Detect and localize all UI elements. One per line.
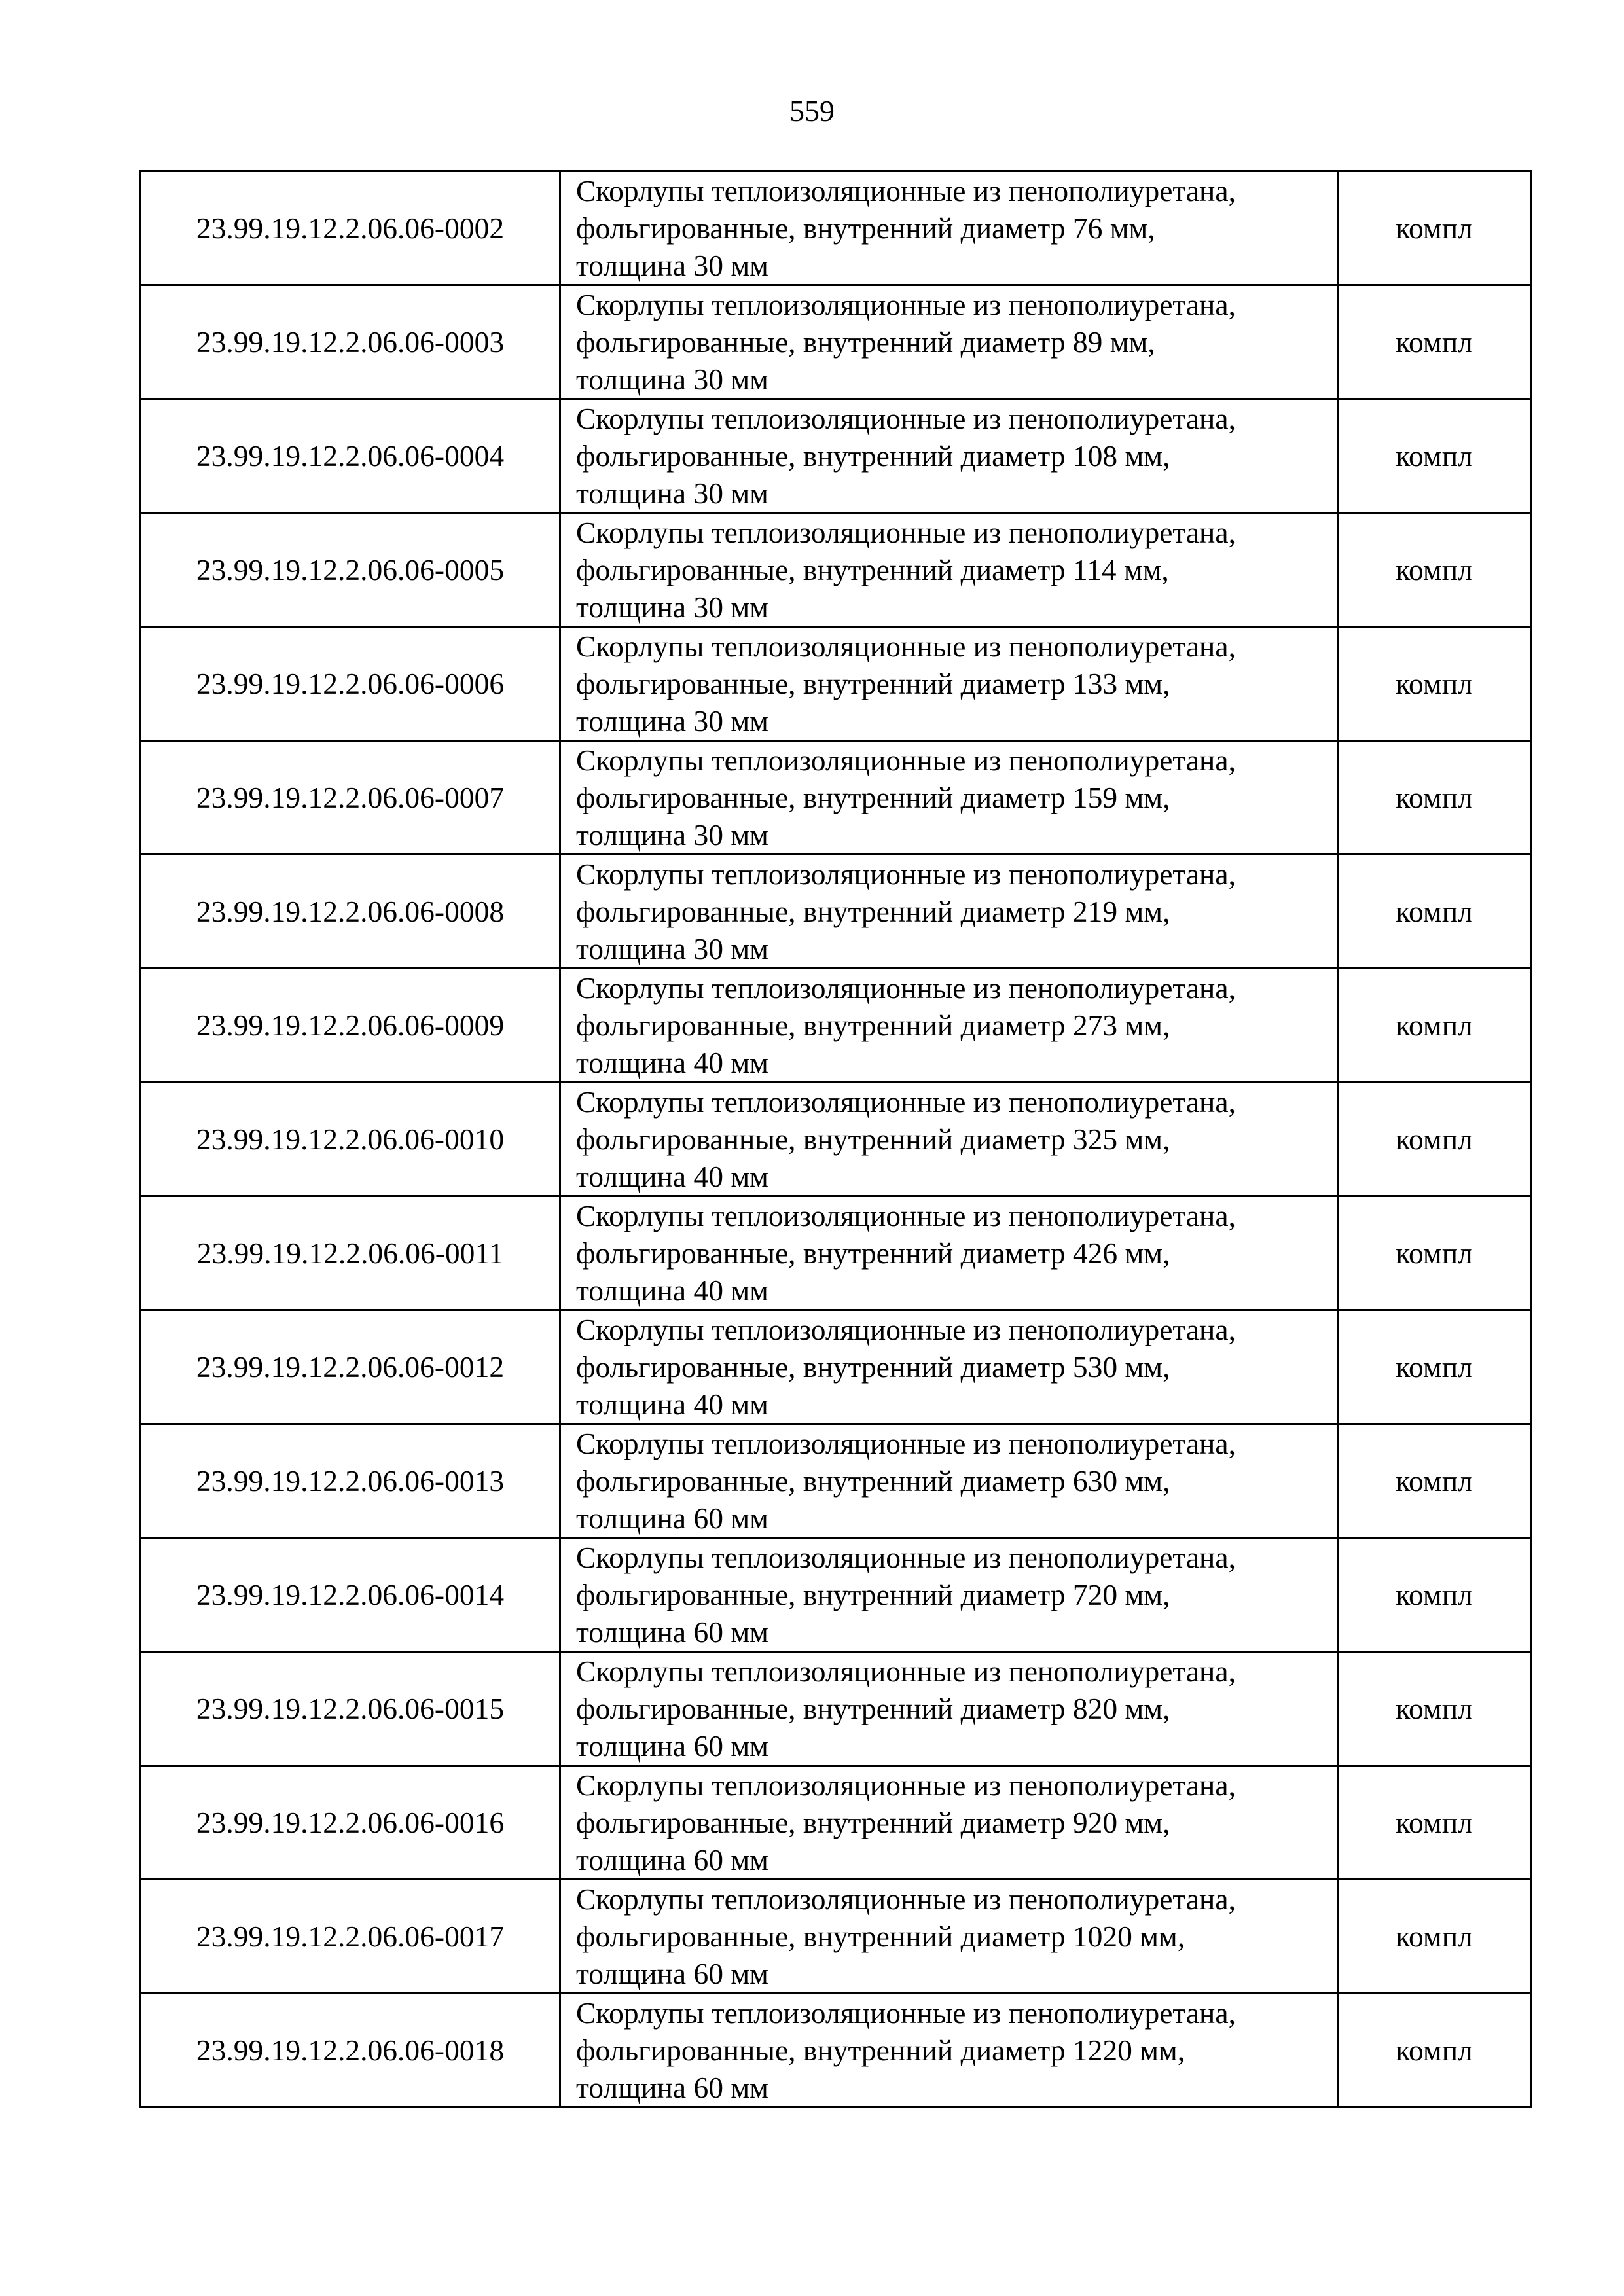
description-line: фольгированные, внутренний диаметр 1220 мм, bbox=[576, 2034, 1185, 2067]
description-line: фольгированные, внутренний диаметр 1020 мм, bbox=[576, 1920, 1185, 1953]
code-cell: 23.99.19.12.2.06.06-0018 bbox=[141, 1994, 560, 2108]
description-line: фольгированные, внутренний диаметр 273 мм, bbox=[576, 1009, 1170, 1042]
description-cell bbox=[560, 513, 1338, 627]
description-line: Скорлупы теплоизоляционные из пенополиуретана, bbox=[576, 1199, 1236, 1232]
unit-cell: компл bbox=[1338, 1310, 1531, 1424]
table-row bbox=[141, 969, 1531, 1083]
unit-cell: компл bbox=[1338, 627, 1531, 741]
description-line: Скорлупы теплоизоляционные из пенополиуретана, bbox=[576, 1655, 1236, 1688]
table-row bbox=[141, 1424, 1531, 1538]
code-cell: 23.99.19.12.2.06.06-0013 bbox=[141, 1424, 560, 1538]
unit-cell: компл bbox=[1338, 399, 1531, 513]
table-row bbox=[141, 513, 1531, 627]
description-line: фольгированные, внутренний диаметр 630 мм, bbox=[576, 1464, 1170, 1498]
description-line: фольгированные, внутренний диаметр 720 мм, bbox=[576, 1578, 1170, 1611]
description-line: Скорлупы теплоизоляционные из пенополиуретана, bbox=[576, 744, 1236, 777]
description-cell bbox=[560, 285, 1338, 399]
description-line: Скорлупы теплоизоляционные из пенополиуретана, bbox=[576, 971, 1236, 1005]
description-cell bbox=[560, 1880, 1338, 1994]
description-line: толщина 30 мм bbox=[576, 363, 768, 396]
materials-table-body bbox=[141, 171, 1531, 2108]
code-cell: 23.99.19.12.2.06.06-0006 bbox=[141, 627, 560, 741]
description-line: толщина 30 мм bbox=[576, 818, 768, 852]
description-cell bbox=[560, 627, 1338, 741]
unit-cell: компл bbox=[1338, 969, 1531, 1083]
description-cell bbox=[560, 1310, 1338, 1424]
description-line: фольгированные, внутренний диаметр 159 мм, bbox=[576, 781, 1170, 814]
description-cell bbox=[560, 855, 1338, 969]
code-cell: 23.99.19.12.2.06.06-0017 bbox=[141, 1880, 560, 1994]
description-line: толщина 60 мм bbox=[576, 1957, 768, 1990]
table-row bbox=[141, 1766, 1531, 1880]
description-cell bbox=[560, 1766, 1338, 1880]
description-line: толщина 60 мм bbox=[576, 1501, 768, 1535]
code-cell: 23.99.19.12.2.06.06-0016 bbox=[141, 1766, 560, 1880]
description-line: фольгированные, внутренний диаметр 426 мм, bbox=[576, 1236, 1170, 1270]
table-row bbox=[141, 855, 1531, 969]
description-cell bbox=[560, 399, 1338, 513]
description-line: толщина 30 мм bbox=[576, 704, 768, 738]
code-cell: 23.99.19.12.2.06.06-0002 bbox=[141, 171, 560, 285]
unit-cell: компл bbox=[1338, 513, 1531, 627]
description-line: толщина 60 мм bbox=[576, 1615, 768, 1649]
description-line: Скорлупы теплоизоляционные из пенополиуретана, bbox=[576, 1882, 1236, 1916]
code-cell: 23.99.19.12.2.06.06-0008 bbox=[141, 855, 560, 969]
table-row bbox=[141, 171, 1531, 285]
description-line: фольгированные, внутренний диаметр 114 мм, bbox=[576, 553, 1169, 586]
table-row bbox=[141, 285, 1531, 399]
description-line: фольгированные, внутренний диаметр 108 мм, bbox=[576, 439, 1170, 473]
table-row bbox=[141, 627, 1531, 741]
table-row bbox=[141, 1538, 1531, 1652]
description-cell bbox=[560, 741, 1338, 855]
description-line: фольгированные, внутренний диаметр 219 мм, bbox=[576, 895, 1170, 928]
code-cell: 23.99.19.12.2.06.06-0012 bbox=[141, 1310, 560, 1424]
page-number: 559 bbox=[789, 94, 835, 128]
materials-table bbox=[139, 170, 1532, 2108]
description-line: толщина 40 мм bbox=[576, 1046, 768, 1079]
unit-cell: компл bbox=[1338, 1994, 1531, 2108]
unit-cell: компл bbox=[1338, 285, 1531, 399]
code-cell: 23.99.19.12.2.06.06-0009 bbox=[141, 969, 560, 1083]
description-line: фольгированные, внутренний диаметр 530 мм, bbox=[576, 1350, 1170, 1384]
description-line: фольгированные, внутренний диаметр 89 мм, bbox=[576, 325, 1155, 359]
description-line: Скорлупы теплоизоляционные из пенополиуретана, bbox=[576, 1085, 1236, 1119]
description-line: толщина 30 мм bbox=[576, 249, 768, 282]
description-line: толщина 60 мм bbox=[576, 1843, 768, 1876]
code-cell: 23.99.19.12.2.06.06-0004 bbox=[141, 399, 560, 513]
description-line: Скорлупы теплоизоляционные из пенополиуретана, bbox=[576, 288, 1236, 321]
description-line: Скорлупы теплоизоляционные из пенополиуретана, bbox=[576, 402, 1236, 435]
description-line: Скорлупы теплоизоляционные из пенополиуретана, bbox=[576, 1768, 1236, 1802]
table-row bbox=[141, 1652, 1531, 1766]
description-line: толщина 60 мм bbox=[576, 2071, 768, 2104]
description-line: Скорлупы теплоизоляционные из пенополиуретана, bbox=[576, 857, 1236, 891]
description-line: фольгированные, внутренний диаметр 820 мм, bbox=[576, 1692, 1170, 1725]
description-cell bbox=[560, 171, 1338, 285]
description-line: толщина 30 мм bbox=[576, 476, 768, 510]
description-line: толщина 40 мм bbox=[576, 1274, 768, 1307]
unit-cell: компл bbox=[1338, 1766, 1531, 1880]
code-cell: 23.99.19.12.2.06.06-0007 bbox=[141, 741, 560, 855]
code-cell: 23.99.19.12.2.06.06-0003 bbox=[141, 285, 560, 399]
description-line: Скорлупы теплоизоляционные из пенополиуретана, bbox=[576, 516, 1236, 549]
code-cell: 23.99.19.12.2.06.06-0011 bbox=[141, 1196, 560, 1310]
description-line: толщина 30 мм bbox=[576, 932, 768, 965]
description-cell bbox=[560, 1196, 1338, 1310]
description-cell bbox=[560, 1424, 1338, 1538]
description-cell bbox=[560, 1538, 1338, 1652]
unit-cell: компл bbox=[1338, 1196, 1531, 1310]
code-cell: 23.99.19.12.2.06.06-0010 bbox=[141, 1083, 560, 1196]
description-line: Скорлупы теплоизоляционные из пенополиуретана, bbox=[576, 174, 1236, 207]
description-cell bbox=[560, 1652, 1338, 1766]
description-line: фольгированные, внутренний диаметр 76 мм, bbox=[576, 211, 1155, 245]
unit-cell: компл bbox=[1338, 1652, 1531, 1766]
unit-cell: компл bbox=[1338, 171, 1531, 285]
description-line: Скорлупы теплоизоляционные из пенополиуретана, bbox=[576, 1313, 1236, 1346]
description-cell bbox=[560, 969, 1338, 1083]
description-line: толщина 60 мм bbox=[576, 1729, 768, 1763]
unit-cell: компл bbox=[1338, 1880, 1531, 1994]
description-line: Скорлупы теплоизоляционные из пенополиуретана, bbox=[576, 630, 1236, 663]
description-line: фольгированные, внутренний диаметр 920 мм, bbox=[576, 1806, 1170, 1839]
unit-cell: компл bbox=[1338, 741, 1531, 855]
table-row bbox=[141, 1994, 1531, 2108]
table-row bbox=[141, 1196, 1531, 1310]
description-line: Скорлупы теплоизоляционные из пенополиуретана, bbox=[576, 1427, 1236, 1460]
unit-cell: компл bbox=[1338, 1083, 1531, 1196]
table-row bbox=[141, 741, 1531, 855]
code-cell: 23.99.19.12.2.06.06-0014 bbox=[141, 1538, 560, 1652]
description-line: Скорлупы теплоизоляционные из пенополиуретана, bbox=[576, 1996, 1236, 2030]
table-row bbox=[141, 1880, 1531, 1994]
code-cell: 23.99.19.12.2.06.06-0015 bbox=[141, 1652, 560, 1766]
table-row bbox=[141, 399, 1531, 513]
description-line: толщина 40 мм bbox=[576, 1160, 768, 1193]
unit-cell: компл bbox=[1338, 1538, 1531, 1652]
unit-cell: компл bbox=[1338, 855, 1531, 969]
table-row bbox=[141, 1083, 1531, 1196]
description-cell bbox=[560, 1994, 1338, 2108]
description-line: фольгированные, внутренний диаметр 133 мм, bbox=[576, 667, 1170, 700]
description-line: толщина 40 мм bbox=[576, 1388, 768, 1421]
description-line: фольгированные, внутренний диаметр 325 мм, bbox=[576, 1122, 1170, 1156]
description-line: Скорлупы теплоизоляционные из пенополиуретана, bbox=[576, 1541, 1236, 1574]
description-cell bbox=[560, 1083, 1338, 1196]
description-line: толщина 30 мм bbox=[576, 590, 768, 624]
code-cell: 23.99.19.12.2.06.06-0005 bbox=[141, 513, 560, 627]
table-row bbox=[141, 1310, 1531, 1424]
unit-cell: компл bbox=[1338, 1424, 1531, 1538]
